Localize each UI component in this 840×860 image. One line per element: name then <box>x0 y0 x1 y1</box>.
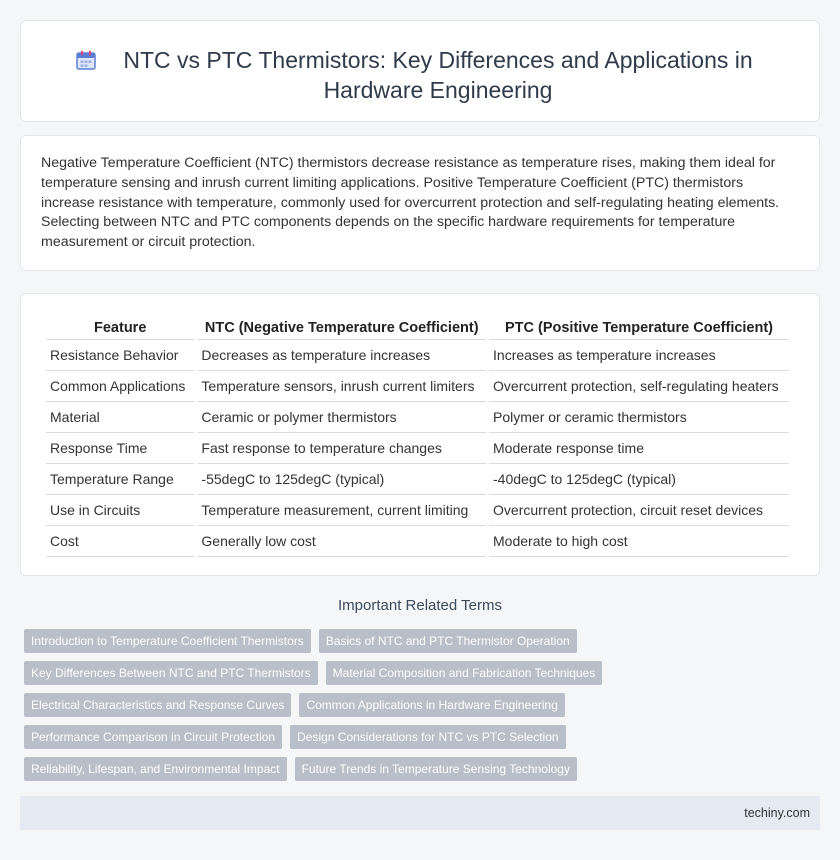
table-cell: Temperature measurement, current limiting <box>197 495 486 526</box>
table-cell: Decreases as temperature increases <box>197 340 486 371</box>
table-cell: Fast response to temperature changes <box>197 433 486 464</box>
table-cell: -55degC to 125degC (typical) <box>197 464 486 495</box>
intro-card <box>20 135 820 271</box>
related-terms-title: Important Related Terms <box>338 597 502 614</box>
tag-row <box>24 725 804 749</box>
related-term-tag[interactable]: Design Considerations for NTC vs PTC Selection <box>290 725 565 749</box>
table-cell: Cost <box>46 526 194 557</box>
footer <box>20 796 820 830</box>
related-term-tag[interactable]: Reliability, Lifespan, and Environmental Impact <box>24 757 287 781</box>
related-term-tag[interactable]: Common Applications in Hardware Engineering <box>299 693 564 717</box>
table-row <box>46 495 789 526</box>
table-row <box>46 371 789 402</box>
table-header-row <box>46 314 789 340</box>
related-term-tag[interactable]: Electrical Characteristics and Response Curves <box>24 693 291 717</box>
table-row <box>46 340 789 371</box>
table-cell: Use in Circuits <box>46 495 194 526</box>
related-term-tag[interactable]: Key Differences Between NTC and PTC Thermistors <box>24 661 318 685</box>
table-cell: Resistance Behavior <box>46 340 194 371</box>
table-cell: Ceramic or polymer thermistors <box>197 402 486 433</box>
header-ptc: PTC (Positive Temperature Coefficient) <box>489 314 789 340</box>
table-row <box>46 464 789 495</box>
tag-row <box>24 629 804 653</box>
related-term-tag[interactable]: Future Trends in Temperature Sensing Technology <box>295 757 577 781</box>
table-cell: Polymer or ceramic thermistors <box>489 402 789 433</box>
tag-row <box>24 757 804 781</box>
comparison-table <box>43 314 792 557</box>
table-cell: Increases as temperature increases <box>489 340 789 371</box>
related-term-tag[interactable]: Material Composition and Fabrication Techniques <box>326 661 603 685</box>
related-terms-list <box>24 629 804 789</box>
title-card <box>20 20 820 122</box>
intro-paragraph: Negative Temperature Coefficient (NTC) thermistors decrease resistance as temperature rises, making them ideal for temperature sensing and inrush current limiting applications. Positive Temperature Coefficient (PTC) thermistors increase resistance with temperature, commonly used for overcurrent protection and self-regulating heating elements. Selecting between NTC and PTC components depends on the specific hardware requirements for temperature measurement or circuit protection. <box>41 155 780 251</box>
page-title: NTC vs PTC Thermistors: Key Differences and Applications in Hardware Engineering <box>123 47 753 103</box>
site-link[interactable]: techiny.com <box>744 806 810 820</box>
table-row <box>46 433 789 464</box>
tag-row <box>24 693 804 717</box>
tag-row <box>24 661 804 685</box>
title-wrap <box>21 45 819 105</box>
table-cell: Moderate response time <box>489 433 789 464</box>
calendar-icon <box>75 49 97 71</box>
table-cell: -40degC to 125degC (typical) <box>489 464 789 495</box>
header-feature: Feature <box>46 314 194 340</box>
table-row <box>46 402 789 433</box>
table-cell: Moderate to high cost <box>489 526 789 557</box>
table-cell: Overcurrent protection, circuit reset devices <box>489 495 789 526</box>
related-term-tag[interactable]: Introduction to Temperature Coefficient Thermistors <box>24 629 311 653</box>
table-cell: Temperature sensors, inrush current limiters <box>197 371 486 402</box>
table-cell: Temperature Range <box>46 464 194 495</box>
table-cell: Response Time <box>46 433 194 464</box>
related-term-tag[interactable]: Performance Comparison in Circuit Protection <box>24 725 282 749</box>
table-cell: Common Applications <box>46 371 194 402</box>
table-cell: Generally low cost <box>197 526 486 557</box>
table-cell: Overcurrent protection, self-regulating heaters <box>489 371 789 402</box>
table-cell: Material <box>46 402 194 433</box>
header-ntc: NTC (Negative Temperature Coefficient) <box>197 314 486 340</box>
related-term-tag[interactable]: Basics of NTC and PTC Thermistor Operation <box>319 629 577 653</box>
table-row <box>46 526 789 557</box>
comparison-table-card <box>20 293 820 576</box>
